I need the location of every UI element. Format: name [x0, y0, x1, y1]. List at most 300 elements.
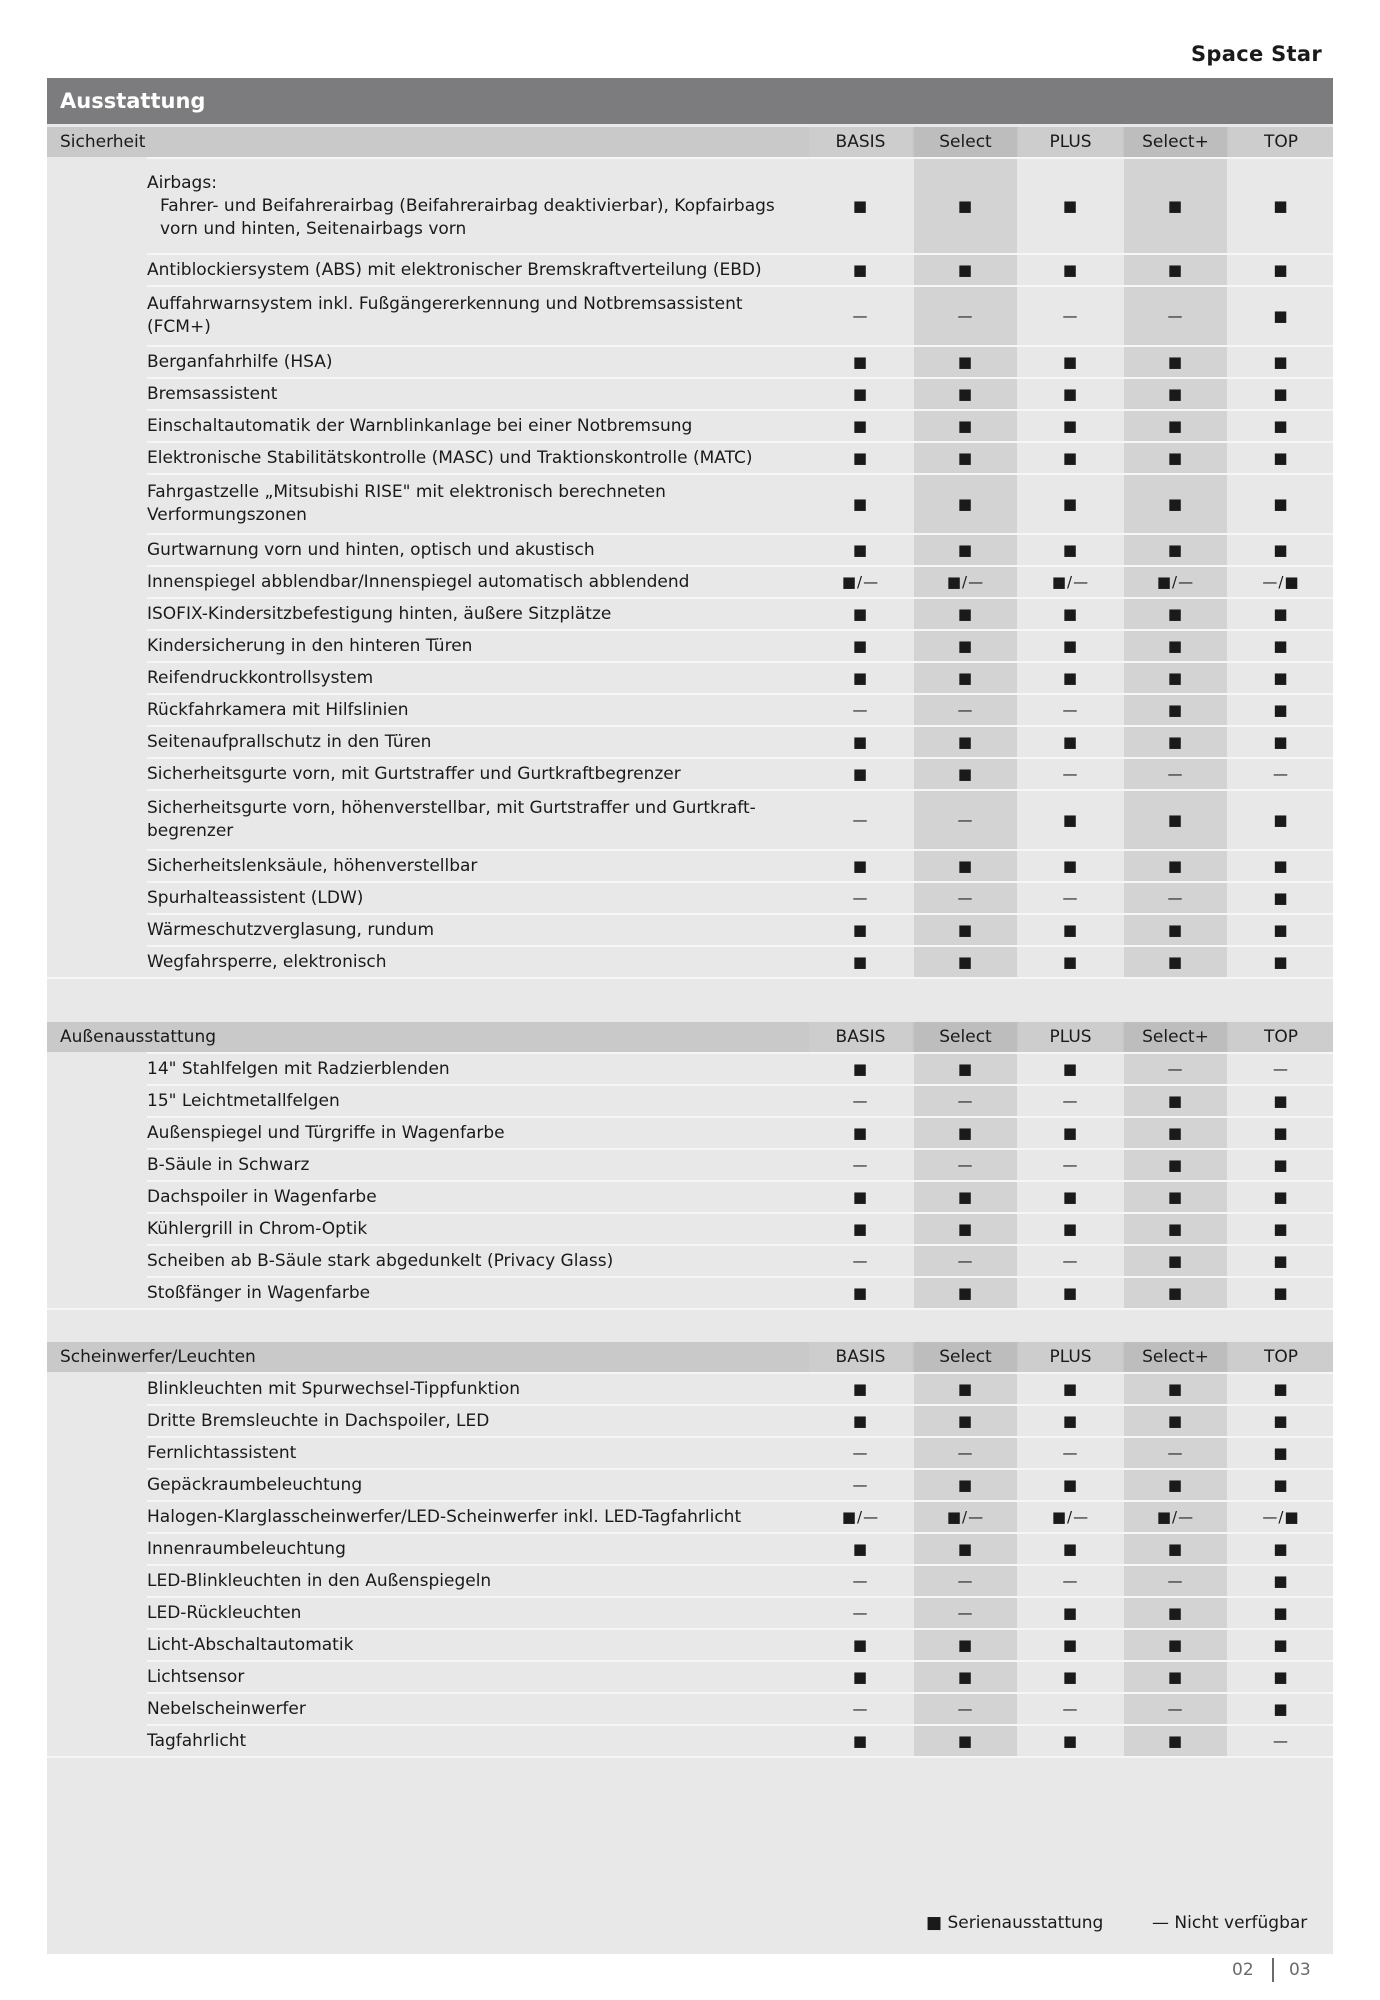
availability-cell: ■: [1062, 953, 1079, 971]
availability-cell: ■: [914, 1630, 1017, 1660]
availability-cell: ■: [914, 727, 1017, 757]
availability-cell: ■: [1062, 495, 1079, 513]
availability-cell: ■: [1273, 307, 1289, 325]
availability-cell: ■: [1124, 1598, 1227, 1628]
availability-cell: ■: [1124, 1630, 1227, 1660]
availability-cell: ■: [852, 197, 869, 215]
availability-cell: ■: [1273, 385, 1289, 403]
row-label-text: Innenraumbeleuchtung: [147, 1538, 346, 1559]
availability-cell: ■: [1062, 1636, 1079, 1654]
availability-cell: ■: [852, 1284, 869, 1302]
row-label: [147, 1662, 807, 1692]
table-row: [47, 599, 1333, 631]
section-safety: [47, 127, 1333, 979]
availability-cell: —: [1124, 759, 1227, 789]
availability-cell: ■: [914, 379, 1017, 409]
availability-cell: ■: [1062, 637, 1079, 655]
availability-cell: —: [852, 1252, 869, 1270]
row-label-text: Auffahrwarnsystem inkl. Fußgängererkennung und Notbremsassistent (FCM+): [147, 294, 743, 337]
availability-cell: —: [852, 1092, 869, 1110]
availability-cell: ■: [1062, 669, 1079, 687]
availability-cell: —: [852, 1444, 869, 1462]
availability-cell: ■: [1124, 695, 1227, 725]
row-label: [147, 1278, 807, 1308]
availability-cell: ■: [1273, 541, 1289, 559]
availability-cell: ■: [1062, 1476, 1079, 1494]
availability-cell: —: [1062, 1156, 1079, 1174]
availability-cell: —: [1124, 1566, 1227, 1596]
table-row: [47, 1150, 1333, 1182]
availability-cell: ■: [1062, 449, 1079, 467]
row-label: [147, 915, 807, 945]
table-row: [47, 1534, 1333, 1566]
column-header: BASIS: [809, 1022, 912, 1052]
column-header: Select+: [1124, 1342, 1227, 1372]
availability-cell: ■: [1124, 535, 1227, 565]
availability-cell: ■: [1124, 1726, 1227, 1756]
row-label: [147, 535, 807, 565]
availability-cell: —: [914, 1150, 1017, 1180]
availability-cell: ■: [914, 851, 1017, 881]
availability-cell: ■: [1124, 727, 1227, 757]
availability-cell: ■: [1124, 631, 1227, 661]
availability-cell: —: [914, 791, 1017, 849]
row-label: [147, 663, 807, 693]
availability-cell: ■: [914, 475, 1017, 533]
section-header: [47, 1022, 1333, 1054]
availability-cell: ■: [1062, 857, 1079, 875]
row-label: [147, 1118, 807, 1148]
row-label: [147, 759, 807, 789]
row-label: [147, 1150, 807, 1180]
column-header: PLUS: [1019, 1342, 1122, 1372]
column-header: Select: [914, 1342, 1017, 1372]
row-label: [147, 443, 807, 473]
availability-cell: ■/—: [1124, 567, 1227, 597]
availability-cell: —: [1124, 1694, 1227, 1724]
table-row: [47, 1694, 1333, 1726]
row-label-text: Sicherheitsgurte vorn, mit Gurtstraffer und Gurtkraftbegrenzer: [147, 763, 681, 784]
availability-cell: —: [852, 307, 869, 325]
availability-cell: ■: [1062, 921, 1079, 939]
row-label: [147, 1470, 807, 1500]
row-label-text: Reifendruckkontrollsystem: [147, 667, 374, 688]
availability-cell: ■: [1273, 1476, 1289, 1494]
availability-cell: ■: [1124, 443, 1227, 473]
availability-cell: —: [1062, 307, 1079, 325]
row-label-text: Kühlergrill in Chrom-Optik: [147, 1218, 368, 1239]
row-label-text: ISOFIX-Kindersitzbefestigung hinten, äußere Sitzplätze: [147, 603, 612, 624]
table-row: [47, 535, 1333, 567]
row-label: [147, 159, 807, 253]
availability-cell: ■: [1062, 605, 1079, 623]
availability-cell: ■: [1062, 1284, 1079, 1302]
row-label: [147, 1086, 807, 1116]
availability-cell: ■: [914, 1118, 1017, 1148]
availability-cell: —/■: [1262, 1508, 1300, 1526]
row-label: [147, 1502, 807, 1532]
table-row: [47, 1118, 1333, 1150]
availability-cell: ■: [914, 631, 1017, 661]
column-header: Select+: [1124, 1022, 1227, 1052]
availability-cell: ■/—: [914, 1502, 1017, 1532]
column-header: TOP: [1229, 1022, 1333, 1052]
row-label-text: Halogen-Klarglasscheinwerfer/LED-Scheinwerfer inkl. LED-Tagfahrlicht: [147, 1506, 742, 1527]
availability-cell: ■: [852, 605, 869, 623]
availability-cell: ■: [1124, 1214, 1227, 1244]
panel-title: Ausstattung: [47, 78, 1333, 124]
column-header: PLUS: [1019, 127, 1122, 157]
row-label-text: Spurhalteassistent (LDW): [147, 887, 364, 908]
row-label-text: Innenspiegel abblendbar/Innenspiegel automatisch abblendend: [147, 571, 690, 592]
availability-cell: ■: [1124, 915, 1227, 945]
row-label-text: B-Säule in Schwarz: [147, 1154, 310, 1175]
availability-cell: ■: [852, 541, 869, 559]
availability-cell: ■: [1124, 791, 1227, 849]
availability-cell: —: [1273, 765, 1289, 783]
column-header: Select: [914, 127, 1017, 157]
availability-cell: ■: [1273, 1124, 1289, 1142]
availability-cell: ■: [852, 385, 869, 403]
availability-cell: ■: [1273, 857, 1289, 875]
availability-cell: ■: [1062, 1412, 1079, 1430]
availability-cell: ■: [852, 921, 869, 939]
availability-cell: ■: [1273, 733, 1289, 751]
column-header: BASIS: [809, 127, 912, 157]
availability-cell: ■: [1062, 261, 1079, 279]
availability-cell: ■: [1124, 1406, 1227, 1436]
availability-cell: ■: [1124, 411, 1227, 441]
table-row: [47, 379, 1333, 411]
availability-cell: —: [914, 1246, 1017, 1276]
row-label: [147, 631, 807, 661]
availability-cell: ■: [1124, 159, 1227, 253]
row-label-sub: Fahrer- und Beifahrerairbag (Beifahrerairbag deaktivierbar), Kopfairbags vorn und hinten, Seitenairbags vorn: [160, 195, 775, 239]
availability-cell: —: [1124, 287, 1227, 345]
availability-cell: —: [1062, 1444, 1079, 1462]
availability-cell: ■: [852, 449, 869, 467]
table-row: [47, 475, 1333, 535]
availability-cell: ■: [914, 1534, 1017, 1564]
section-header: [47, 1342, 1333, 1374]
row-label-text: Rückfahrkamera mit Hilfslinien: [147, 699, 409, 720]
availability-cell: ■: [1124, 599, 1227, 629]
row-label-text: LED-Rückleuchten: [147, 1602, 302, 1623]
availability-cell: ■: [1124, 379, 1227, 409]
table-row: [47, 1662, 1333, 1694]
availability-cell: ■: [852, 1636, 869, 1654]
availability-cell: ■: [1062, 1380, 1079, 1398]
availability-cell: ■: [914, 663, 1017, 693]
availability-cell: ■: [852, 765, 869, 783]
availability-cell: ■: [914, 599, 1017, 629]
availability-cell: ■: [1124, 1118, 1227, 1148]
availability-cell: ■: [1124, 1374, 1227, 1404]
row-label: [147, 1726, 807, 1756]
availability-cell: —: [914, 1566, 1017, 1596]
table-row: [47, 1374, 1333, 1406]
availability-cell: —: [852, 701, 869, 719]
row-label: [147, 287, 807, 345]
availability-cell: —: [1062, 701, 1079, 719]
availability-cell: ■: [1124, 255, 1227, 285]
availability-cell: ■: [914, 255, 1017, 285]
row-label-text: Tagfahrlicht: [147, 1730, 247, 1751]
availability-cell: ■: [914, 347, 1017, 377]
availability-cell: ■: [1273, 669, 1289, 687]
availability-cell: ■: [852, 1668, 869, 1686]
table-row: [47, 695, 1333, 727]
availability-cell: ■: [1273, 889, 1289, 907]
column-header: PLUS: [1019, 1022, 1122, 1052]
row-label-text: Einschaltautomatik der Warnblinkanlage bei einer Notbremsung: [147, 415, 693, 436]
availability-cell: ■/—: [1124, 1502, 1227, 1532]
availability-cell: ■: [1124, 1086, 1227, 1116]
availability-cell: ■: [1124, 947, 1227, 977]
availability-cell: ■: [1273, 417, 1289, 435]
availability-cell: ■: [1273, 1092, 1289, 1110]
availability-cell: ■: [1273, 1156, 1289, 1174]
availability-cell: ■: [852, 1220, 869, 1238]
table-row: [47, 443, 1333, 475]
row-label-text: Kindersicherung in den hinteren Türen: [147, 635, 473, 656]
page-number-right: 03: [1289, 1960, 1311, 1980]
availability-cell: ■: [1124, 851, 1227, 881]
availability-cell: —: [852, 811, 869, 829]
table-row: [47, 851, 1333, 883]
row-label: [147, 1566, 807, 1596]
table-row: [47, 1054, 1333, 1086]
availability-cell: ■/—: [841, 573, 880, 591]
availability-cell: —: [1062, 1572, 1079, 1590]
availability-cell: ■: [1124, 1534, 1227, 1564]
availability-cell: ■: [1124, 663, 1227, 693]
availability-cell: ■: [1124, 1150, 1227, 1180]
availability-cell: ■/—: [1051, 1508, 1090, 1526]
availability-cell: ■: [914, 1662, 1017, 1692]
availability-cell: ■: [914, 1278, 1017, 1308]
availability-cell: ■: [1273, 1700, 1289, 1718]
availability-cell: —: [1062, 1700, 1079, 1718]
row-label-text: 15" Leichtmetallfelgen: [147, 1090, 340, 1111]
availability-cell: ■: [852, 1732, 869, 1750]
row-label-text: Sicherheitsgurte vorn, höhenverstellbar, mit Gurtstraffer und Gurtkraft-begrenzer: [147, 798, 756, 841]
section-exterior: [47, 1022, 1333, 1310]
table-row: [47, 287, 1333, 347]
availability-cell: ■: [914, 1214, 1017, 1244]
availability-cell: ■: [852, 857, 869, 875]
availability-cell: ■: [1062, 733, 1079, 751]
table-row: [47, 1278, 1333, 1310]
availability-cell: ■: [914, 759, 1017, 789]
availability-cell: —: [1062, 1092, 1079, 1110]
row-label: [147, 883, 807, 913]
availability-cell: ■: [1124, 1182, 1227, 1212]
availability-cell: —: [852, 889, 869, 907]
row-label-text: Außenspiegel und Türgriffe in Wagenfarbe: [147, 1122, 505, 1143]
row-label-text: Fahrgastzelle „Mitsubishi RISE" mit elektronisch berechneten Verformungszonen: [147, 482, 666, 525]
availability-cell: ■: [1273, 261, 1289, 279]
row-label: [147, 255, 807, 285]
availability-cell: ■: [914, 411, 1017, 441]
availability-cell: ■/—: [1051, 573, 1090, 591]
availability-cell: ■: [1124, 475, 1227, 533]
availability-cell: ■: [1273, 1252, 1289, 1270]
row-label-text: Berganfahrhilfe (HSA): [147, 351, 333, 372]
availability-cell: ■: [1124, 1470, 1227, 1500]
row-label: [147, 347, 807, 377]
section-title: Sicherheit: [60, 132, 146, 152]
availability-cell: ■: [1273, 1572, 1289, 1590]
column-header: TOP: [1229, 127, 1333, 157]
table-row: [47, 347, 1333, 379]
availability-cell: ■: [914, 947, 1017, 977]
table-row: [47, 1214, 1333, 1246]
availability-cell: ■: [914, 1374, 1017, 1404]
row-label: [147, 1374, 807, 1404]
row-label-text: 14" Stahlfelgen mit Radzierblenden: [147, 1058, 450, 1079]
availability-cell: ■: [1273, 701, 1289, 719]
availability-cell: ■: [1062, 1668, 1079, 1686]
availability-cell: —: [852, 1156, 869, 1174]
availability-cell: ■: [1062, 197, 1079, 215]
table-row: [47, 791, 1333, 851]
availability-cell: —: [914, 287, 1017, 345]
availability-cell: ■: [1062, 353, 1079, 371]
row-label: [147, 1182, 807, 1212]
row-label: [147, 1438, 807, 1468]
availability-cell: ■: [1273, 1604, 1289, 1622]
availability-cell: ■: [1062, 1220, 1079, 1238]
availability-cell: —: [1062, 1252, 1079, 1270]
table-row: [47, 1598, 1333, 1630]
table-row: [47, 727, 1333, 759]
section-lighting: [47, 1342, 1333, 1758]
availability-cell: ■: [914, 443, 1017, 473]
availability-cell: ■: [1273, 1188, 1289, 1206]
availability-cell: ■: [1273, 1444, 1289, 1462]
availability-cell: ■: [1273, 353, 1289, 371]
availability-cell: —: [1124, 883, 1227, 913]
table-row: [47, 1406, 1333, 1438]
availability-cell: ■: [914, 535, 1017, 565]
table-row: [47, 1566, 1333, 1598]
column-header: Select+: [1124, 127, 1227, 157]
page-number-divider: [1272, 1958, 1274, 1982]
availability-cell: ■: [1124, 1246, 1227, 1276]
table-row: [47, 1438, 1333, 1470]
availability-cell: —: [914, 1598, 1017, 1628]
availability-cell: ■: [1273, 1220, 1289, 1238]
availability-cell: ■: [1062, 541, 1079, 559]
row-label: [147, 379, 807, 409]
availability-cell: ■: [914, 915, 1017, 945]
row-label: [147, 791, 807, 849]
row-label: [147, 947, 807, 977]
table-row: [47, 883, 1333, 915]
availability-cell: ■: [1273, 811, 1289, 829]
row-label-text: LED-Blinkleuchten in den Außenspiegeln: [147, 1570, 492, 1591]
availability-cell: —: [852, 1572, 869, 1590]
row-label-text: Airbags:: [147, 172, 217, 193]
row-label: [147, 1694, 807, 1724]
availability-cell: —: [1124, 1438, 1227, 1468]
row-label: [147, 695, 807, 725]
availability-cell: ■: [1273, 1540, 1289, 1558]
availability-cell: ■: [1062, 417, 1079, 435]
availability-cell: ■: [852, 669, 869, 687]
row-label: [147, 1598, 807, 1628]
brand-title: Space Star: [1190, 42, 1322, 66]
table-row: [47, 159, 1333, 255]
row-label: [147, 1534, 807, 1564]
table-row: [47, 1182, 1333, 1214]
equipment-panel: [47, 78, 1333, 1954]
row-label-text: Wegfahrsperre, elektronisch: [147, 951, 387, 972]
availability-cell: —: [852, 1700, 869, 1718]
availability-cell: ■: [1273, 449, 1289, 467]
availability-cell: ■/—: [841, 1508, 880, 1526]
column-header: TOP: [1229, 1342, 1333, 1372]
table-row: [47, 663, 1333, 695]
availability-cell: ■: [852, 1188, 869, 1206]
availability-cell: ■: [1062, 811, 1079, 829]
table-row: [47, 1086, 1333, 1118]
availability-cell: ■: [914, 1406, 1017, 1436]
table-row: [47, 1726, 1333, 1758]
row-label-text: Licht-Abschaltautomatik: [147, 1634, 354, 1655]
table-row: [47, 915, 1333, 947]
section-title: Außenausstattung: [60, 1027, 217, 1047]
availability-cell: ■: [914, 1470, 1017, 1500]
row-label-text: Fernlichtassistent: [147, 1442, 297, 1463]
availability-cell: ■: [1273, 605, 1289, 623]
row-label: [147, 1054, 807, 1084]
row-label-text: Antiblockiersystem (ABS) mit elektronischer Bremskraftverteilung (EBD): [147, 259, 762, 280]
availability-cell: ■: [914, 1054, 1017, 1084]
row-label-text: Wärmeschutzverglasung, rundum: [147, 919, 434, 940]
row-label-text: Lichtsensor: [147, 1666, 245, 1687]
availability-cell: ■: [1273, 637, 1289, 655]
section-title: Scheinwerfer/Leuchten: [60, 1347, 256, 1367]
availability-cell: ■: [1124, 347, 1227, 377]
table-row: [47, 947, 1333, 979]
availability-cell: ■: [1273, 1284, 1289, 1302]
availability-cell: ■: [1062, 1604, 1079, 1622]
availability-cell: ■: [1062, 1540, 1079, 1558]
availability-cell: ■: [1062, 1124, 1079, 1142]
row-label: [147, 567, 807, 597]
availability-cell: ■: [852, 953, 869, 971]
row-label: [147, 411, 807, 441]
row-label-text: Sicherheitslenksäule, höhenverstellbar: [147, 855, 478, 876]
row-label: [147, 1246, 807, 1276]
availability-cell: ■: [852, 261, 869, 279]
legend-not-available: — Nicht verfügbar: [1152, 1913, 1308, 1933]
availability-cell: —: [852, 1604, 869, 1622]
page-number-left: 02: [1232, 1960, 1254, 1980]
availability-cell: ■: [852, 1380, 869, 1398]
availability-cell: ■: [914, 1726, 1017, 1756]
availability-cell: —: [914, 1438, 1017, 1468]
table-row: [47, 1502, 1333, 1534]
table-row: [47, 255, 1333, 287]
availability-cell: ■: [1062, 1188, 1079, 1206]
row-label: [147, 1630, 807, 1660]
availability-cell: —: [1273, 1732, 1289, 1750]
section-header: [47, 127, 1333, 159]
availability-cell: ■: [1273, 1636, 1289, 1654]
